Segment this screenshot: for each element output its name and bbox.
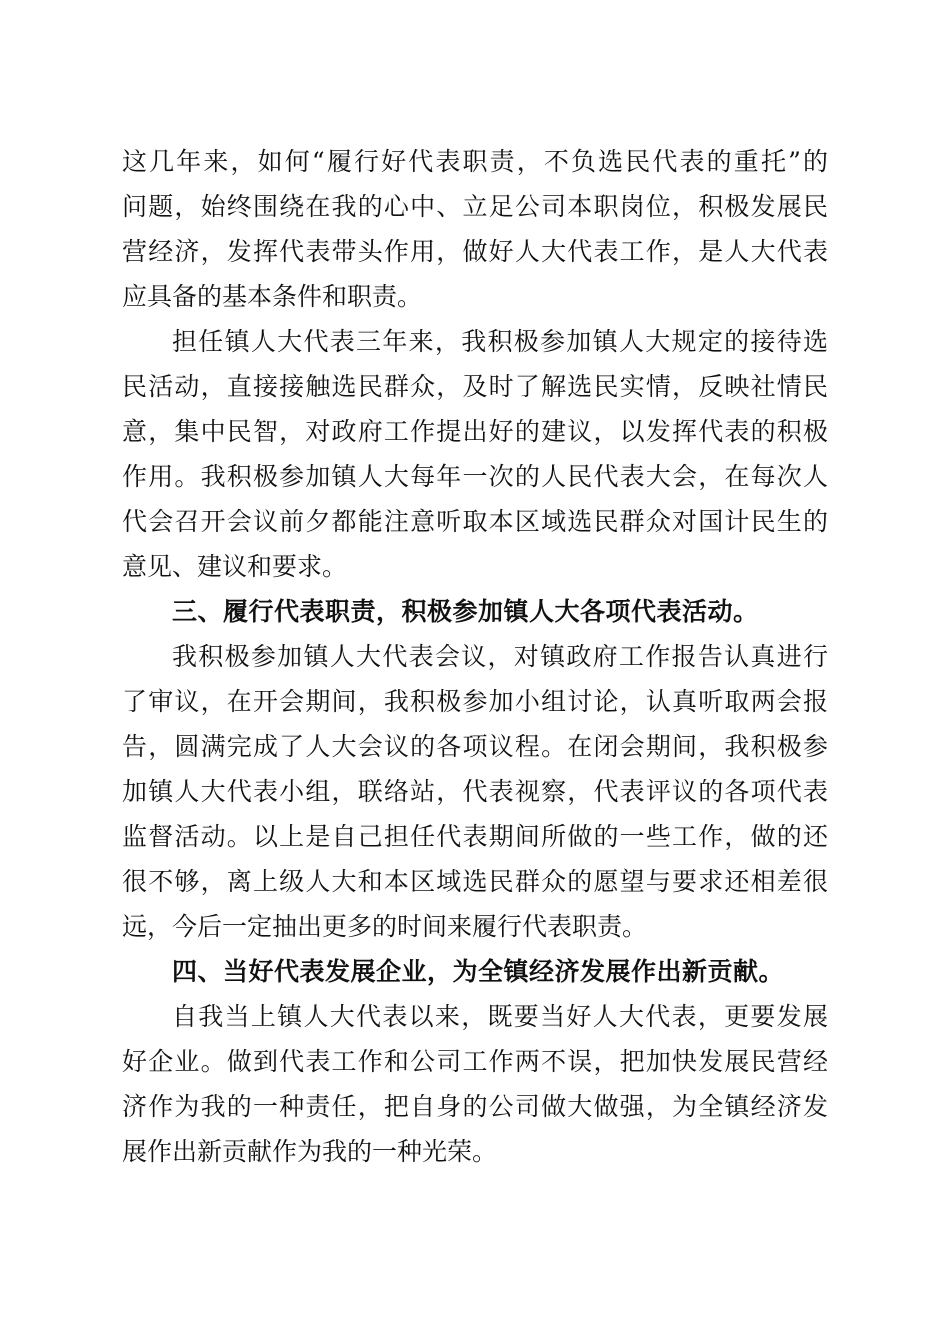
- paragraph-1-line-3: 营经济，发挥代表带头作用，做好人大代表工作，是人大代表: [122, 237, 828, 266]
- paragraph-2-line-6: 意见、建议和要求。: [122, 552, 348, 581]
- paragraph-3-line-1: 我积极参加镇人大代表会议，对镇政府工作报告认真进行: [172, 642, 828, 671]
- paragraph-1-line-2: 问题，始终围绕在我的心中、立足公司本职岗位，积极发展民: [122, 192, 828, 221]
- paragraph-1-line-1: 这几年来，如何“履行好代表职责，不负选民代表的重托”的: [122, 147, 828, 176]
- paragraph-3-line-2: 了审议，在开会期间，我积极参加小组讨论，认真听取两会报: [122, 687, 828, 716]
- paragraph-4-line-3: 济作为我的一种责任，把自身的公司做大做强，为全镇经济发: [122, 1092, 828, 1121]
- paragraph-2-line-1: 担任镇人大代表三年来，我积极参加镇人大规定的接待选: [172, 327, 828, 356]
- paragraph-3-line-3: 告，圆满完成了人大会议的各项议程。在闭会期间，我积极参: [122, 732, 828, 761]
- section-heading-3: 三、履行代表职责，积极参加镇人大各项代表活动。: [172, 597, 759, 626]
- paragraph-3-line-7: 远，今后一定抽出更多的时间来履行代表职责。: [122, 912, 648, 941]
- section-heading-4: 四、当好代表发展企业，为全镇经济发展作出新贡献。: [172, 957, 785, 986]
- paragraph-1-line-4: 应具备的基本条件和职责。: [122, 282, 423, 311]
- paragraph-4-line-2: 好企业。做到代表工作和公司工作两不误，把加快发展民营经: [122, 1047, 828, 1076]
- paragraph-4-line-1: 自我当上镇人大代表以来，既要当好人大代表，更要发展: [172, 1002, 828, 1031]
- paragraph-3-line-5: 监督活动。以上是自己担任代表期间所做的一些工作，做的还: [122, 822, 828, 851]
- paragraph-3-line-4: 加镇人大代表小组，联络站，代表视察，代表评议的各项代表: [122, 777, 828, 806]
- paragraph-4-line-4: 展作出新贡献作为我的一种光荣。: [122, 1137, 498, 1166]
- paragraph-2-line-3: 意，集中民智，对政府工作提出好的建议，以发挥代表的积极: [122, 417, 828, 446]
- paragraph-2-line-4: 作用。我积极参加镇人大每年一次的人民代表大会，在每次人: [122, 462, 828, 491]
- paragraph-2-line-2: 民活动，直接接触选民群众，及时了解选民实情，反映社情民: [122, 372, 828, 401]
- paragraph-3-line-6: 很不够，离上级人大和本区域选民群众的愿望与要求还相差很: [122, 867, 828, 896]
- paragraph-2-line-5: 代会召开会议前夕都能注意听取本区域选民群众对国计民生的: [122, 507, 828, 536]
